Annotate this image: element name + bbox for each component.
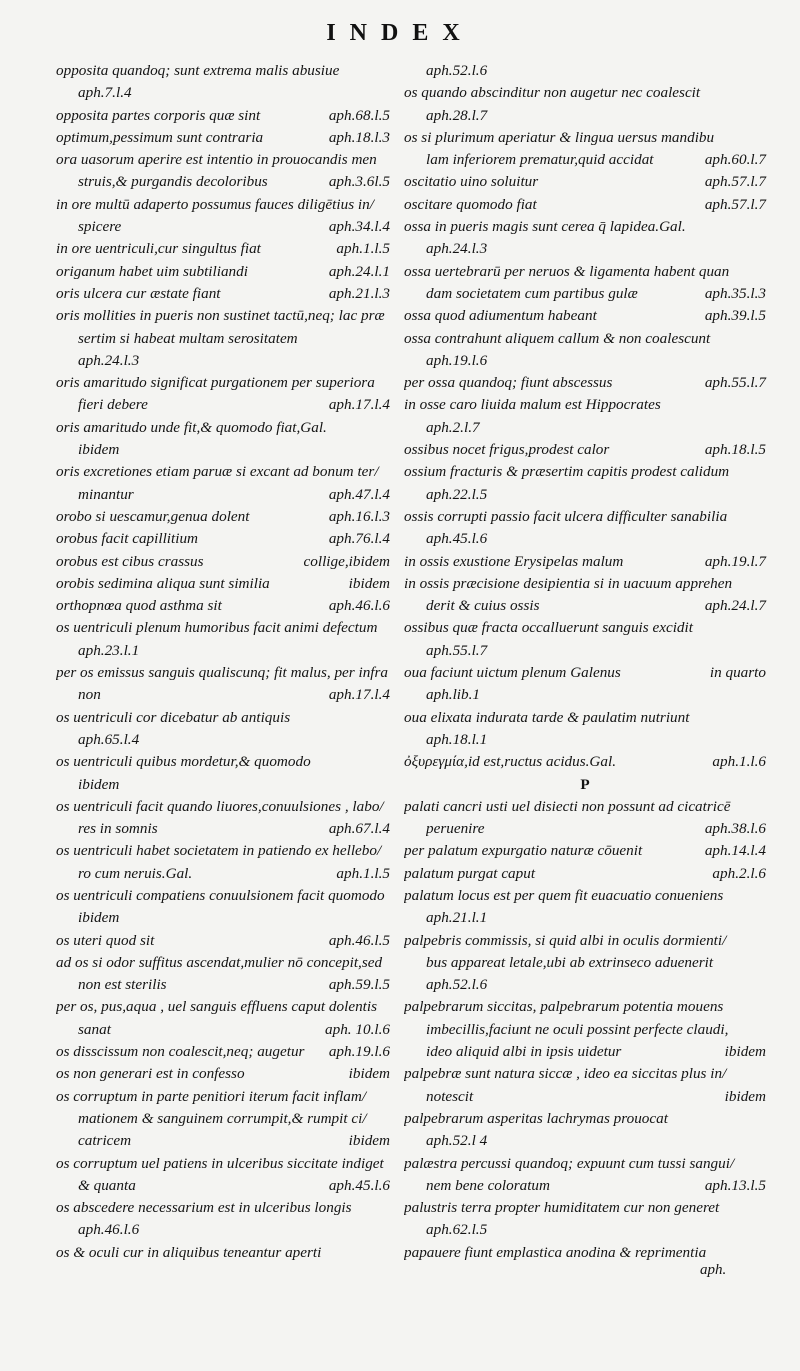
index-entry (404, 350, 766, 372)
index-entry (56, 1153, 390, 1175)
index-entry (56, 1041, 390, 1063)
entry-text: ora uasorum aperire est intentio in prouocandis men (56, 151, 377, 169)
index-entry (56, 1242, 390, 1264)
section-letter (404, 774, 766, 796)
entry-reference: ibidem (348, 1065, 390, 1083)
entry-text: derit & cuius ossis (426, 597, 540, 615)
page-header: INDEX (326, 20, 474, 46)
index-entry (56, 729, 390, 751)
entry-reference: aph.14.l.4 (704, 842, 766, 860)
entry-reference: aph.68.l.5 (328, 106, 390, 124)
entry-reference: aph.24.l.1 (328, 262, 390, 280)
index-entry (56, 305, 390, 327)
entry-text: palatum purgat caput (404, 864, 536, 882)
index-entry (56, 528, 390, 550)
index-entry (56, 60, 390, 82)
entry-text: oris excretiones etiam paruæ si excant ad bonum ter/ (56, 463, 379, 481)
entry-reference: aph.21.l.3 (328, 284, 390, 302)
entry-text: aph.24.l.3 (426, 240, 488, 258)
index-entry (56, 551, 390, 573)
index-entry (56, 662, 390, 684)
index-entry (56, 573, 390, 595)
entry-text: ossa uertebrarū per neruos & ligamenta habent quan (404, 262, 730, 280)
entry-reference: aph.47.l.4 (328, 485, 390, 503)
entry-text: palustris terra propter humiditatem cur non generet (404, 1199, 720, 1217)
entry-text: os & oculi cur in aliquibus teneantur aperti (56, 1243, 322, 1261)
entry-text: minantur (78, 485, 134, 503)
index-entry (404, 684, 766, 706)
entry-reference: aph.17.l.4 (328, 396, 390, 414)
entry-text: os corruptum uel patiens in ulceribus siccitate indiget (56, 1154, 384, 1172)
entry-text: orobis sedimina aliqua sunt similia (56, 574, 270, 592)
entry-text: palpebris commissis, si quid albi in oculis dormienti/ (404, 931, 727, 949)
index-entry (56, 996, 390, 1018)
entry-text: os uentriculi quibus mordetur,& quomodo (56, 753, 311, 771)
entry-reference: aph.46.l.6 (328, 597, 390, 615)
entry-text: os si plurimum aperiatur & lingua uersus mandibu (404, 128, 715, 146)
entry-reference: ibidem (348, 574, 390, 592)
left-column (56, 60, 390, 1264)
entry-text: origanum habet uim subtiliandi (56, 262, 248, 280)
index-entry (56, 595, 390, 617)
index-entry (56, 394, 390, 416)
index-entry (56, 461, 390, 483)
entry-text: aph.18.l.1 (426, 730, 488, 748)
entry-text: aph.52.l.6 (426, 62, 488, 79)
index-entry (404, 1063, 766, 1085)
entry-text: per os emissus sanguis qualiscunq; fit malus, per infra (56, 664, 389, 682)
entry-reference: aph.76.l.4 (328, 530, 390, 548)
index-entry (56, 707, 390, 729)
index-entry (56, 885, 390, 907)
index-entry (404, 484, 766, 506)
entry-text: in osse caro liuida malum est Hippocrates (404, 396, 661, 414)
index-entry (56, 751, 390, 773)
index-entry (56, 907, 390, 929)
entry-text: os uentriculi facit quando liuores,conuulsiones , labo/ (56, 797, 384, 815)
entry-text: ossis corrupti passio facit ulcera difficulter sanabilia (404, 507, 728, 525)
entry-text: oris amaritudo unde fit,& quomodo fiat,Gal. (56, 418, 327, 436)
entry-text: ideo aliquid albi in ipsis uidetur (426, 1043, 622, 1061)
entry-reference: aph.35.l.3 (704, 284, 766, 302)
entry-text: catricem (78, 1132, 132, 1150)
index-entry (404, 796, 766, 818)
entry-text: notescit (426, 1087, 474, 1105)
entry-text: ibidem (78, 441, 120, 459)
index-entry (404, 930, 766, 952)
index-entry (56, 171, 390, 193)
entry-reference: ibidem (724, 1043, 766, 1061)
index-entry (404, 974, 766, 996)
index-entry (404, 372, 766, 394)
entry-text: res in somnis (78, 820, 158, 838)
entry-reference: aph.1.l.5 (336, 240, 390, 258)
index-entry (404, 328, 766, 350)
entry-text: orobus est cibus crassus (56, 552, 204, 570)
index-entry (404, 305, 766, 327)
entry-text: palatum locus est per quem fit euacuatio conueniens (404, 886, 724, 904)
index-entry (56, 640, 390, 662)
entry-text: ossa in pueris magis sunt cerea q̄ lapidea.Gal. (404, 218, 686, 236)
index-entry (56, 105, 390, 127)
entry-text: os quando abscinditur non augetur nec coalescit (404, 84, 701, 102)
index-entry (404, 417, 766, 439)
index-entry (56, 1130, 390, 1152)
index-entry (56, 417, 390, 439)
entry-text: ossa quod adiumentum habeant (404, 307, 597, 325)
entry-text: in ore multū adaperto possumus fauces diligētius in/ (56, 195, 374, 213)
entry-text: os uentriculi cor dicebatur ab antiquis (56, 708, 291, 726)
entry-text: aph.45.l.6 (426, 530, 488, 548)
entry-text: in ossis præcisione desipientia si in uacuum apprehen (404, 574, 733, 592)
entry-text: P (580, 775, 590, 793)
index-entry (56, 216, 390, 238)
entry-reference: aph.24.l.7 (704, 597, 766, 615)
index-entry (404, 573, 766, 595)
entry-text: non (78, 686, 101, 704)
entry-text: os non generari est in confesso (56, 1065, 245, 1083)
index-entry (56, 1063, 390, 1085)
index-entry (404, 283, 766, 305)
entry-reference: ibidem (724, 1087, 766, 1105)
entry-text: per os, pus,aqua , uel sanguis effluens caput dolentis (56, 998, 378, 1016)
entry-text: ὀξυρεγμία,id est,ructus acidus.Gal. (404, 753, 617, 771)
entry-text: aph.19.l.6 (426, 351, 488, 369)
entry-text: ossibus quæ fracta occalluerunt sanguis excidit (404, 619, 693, 637)
index-entry (404, 640, 766, 662)
entry-text: aph.62.l.5 (426, 1221, 488, 1239)
index-entry (56, 1086, 390, 1108)
right-column (404, 60, 766, 1264)
index-entry (404, 1219, 766, 1241)
index-entry (404, 840, 766, 862)
index-entry (56, 484, 390, 506)
index-entry (404, 1086, 766, 1108)
entry-text: os uentriculi habet societatem in patiendo ex hellebo/ (56, 842, 382, 860)
entry-reference: aph.45.l.6 (328, 1176, 390, 1194)
entry-text: dam societatem cum partibus gulæ (426, 284, 638, 302)
entry-text: os abscedere necessarium est in ulceribus longis (56, 1199, 352, 1217)
entry-reference: aph.18.l.3 (328, 128, 390, 146)
entry-reference: in quarto (709, 664, 766, 682)
entry-reference: aph. 10.l.6 (325, 1020, 390, 1038)
index-entry (56, 818, 390, 840)
entry-text: oris amaritudo significat purgationem per superiora (56, 374, 375, 392)
index-entry (404, 105, 766, 127)
entry-text: os uteri quod sit (56, 931, 155, 949)
entry-text: ibidem (78, 909, 120, 927)
index-entry (56, 974, 390, 996)
index-entry (404, 818, 766, 840)
entry-reference: aph.59.l.5 (328, 976, 390, 994)
entry-text: aph.28.l.7 (426, 106, 488, 124)
entry-reference: aph.13.l.5 (704, 1176, 766, 1194)
entry-text: oris mollities in pueris non sustinet tactū,neq; lac præ (56, 307, 385, 325)
index-entry (404, 127, 766, 149)
entry-text: palati cancri usti uel disiecti non possunt ad cicatricē (404, 797, 731, 815)
index-entry (404, 439, 766, 461)
entry-text: aph.55.l.7 (426, 641, 488, 659)
entry-reference: aph.19.l.7 (704, 552, 766, 570)
entry-text: aph.2.l.7 (426, 418, 480, 436)
index-entry (56, 261, 390, 283)
entry-text: aph.24.l.3 (78, 351, 140, 369)
index-entry (56, 1197, 390, 1219)
entry-reference: aph.34.l.4 (328, 218, 390, 236)
entry-text: orthopnœa quod asthma sit (56, 597, 222, 615)
index-entry (56, 863, 390, 885)
entry-text: bus appareat letale,ubi ab extrinseco aduenerit (426, 953, 714, 971)
index-entry (404, 595, 766, 617)
entry-text: ossium fracturis & præsertim capitis prodest calidum (404, 463, 730, 481)
entry-reference: aph.46.l.5 (328, 931, 390, 949)
entry-text: orobus facit capillitium (56, 530, 199, 548)
entry-text: non est sterilis (78, 976, 167, 994)
index-entry (56, 774, 390, 796)
entry-text: lam inferiorem prematur,quid accidat (426, 151, 654, 169)
index-entry (56, 350, 390, 372)
entry-text: oua faciunt uictum plenum Galenus (404, 664, 621, 682)
index-entry (404, 171, 766, 193)
index-entry (56, 238, 390, 260)
index-entry (404, 394, 766, 416)
index-entry (404, 952, 766, 974)
entry-text: opposita quandoq; sunt extrema malis abusiue (56, 62, 340, 79)
entry-text: oua elixata indurata tarde & paulatim nutriunt (404, 708, 690, 726)
index-entry (404, 238, 766, 260)
entry-text: palæstra percussi quandoq; expuunt cum tussi sangui/ (404, 1154, 735, 1172)
index-entry (404, 1153, 766, 1175)
index-entry (56, 1019, 390, 1041)
entry-text: & quanta (78, 1176, 136, 1194)
index-entry (56, 127, 390, 149)
entry-reference: aph.1.l.6 (712, 753, 766, 771)
index-entry (404, 662, 766, 684)
index-entry (404, 461, 766, 483)
entry-text: os corruptum in parte penitiori iterum facit inflam/ (56, 1087, 367, 1105)
entry-text: struis,& purgandis decoloribus (78, 173, 268, 191)
index-entry (56, 194, 390, 216)
index-entry (56, 796, 390, 818)
index-entry (404, 751, 766, 773)
catchword: aph. (700, 1262, 727, 1278)
index-entry (56, 82, 390, 104)
entry-reference: aph.3.6l.5 (328, 173, 390, 191)
index-entry (404, 907, 766, 929)
entry-text: in ore uentriculi,cur singultus fiat (56, 240, 261, 258)
entry-reference: aph.38.l.6 (704, 820, 766, 838)
index-entry (404, 1197, 766, 1219)
index-entry (404, 1130, 766, 1152)
entry-text: os disscissum non coalescit,neq; augetur (56, 1043, 305, 1061)
entry-text: optimum,pessimum sunt contraria (56, 128, 264, 146)
index-entry (404, 1041, 766, 1063)
entry-text: os uentriculi plenum humoribus facit animi defectum (56, 619, 378, 637)
entry-text: nem bene coloratum (426, 1176, 550, 1194)
index-entry (404, 216, 766, 238)
entry-text: ibidem (78, 775, 120, 793)
entry-reference: aph.1.l.5 (336, 864, 390, 882)
index-entry (404, 1242, 766, 1264)
entry-text: spicere (78, 218, 122, 236)
index-entry (404, 996, 766, 1018)
entry-text: ossibus nocet frigus,prodest calor (404, 441, 610, 459)
entry-reference: collige,ibidem (303, 552, 390, 570)
entry-text: ossa contrahunt aliquem callum & non coalescunt (404, 329, 711, 347)
entry-text: aph.23.l.1 (78, 641, 140, 659)
entry-reference: aph.57.l.7 (704, 173, 766, 191)
index-entry (404, 863, 766, 885)
entry-text: oscitare quomodo fiat (404, 195, 537, 213)
entry-text: oscitatio uino soluitur (404, 173, 539, 191)
index-entry (404, 1108, 766, 1130)
index-entry (56, 1219, 390, 1241)
entry-text: per ossa quandoq; fiunt abscessus (404, 374, 613, 392)
entry-text: mationem & sanguinem corrumpit,& rumpit ci/ (78, 1109, 367, 1127)
entry-reference: aph.18.l.5 (704, 441, 766, 459)
entry-text: fieri debere (78, 396, 148, 414)
index-entry (404, 617, 766, 639)
entry-text: aph.lib.1 (426, 686, 481, 704)
index-entry (404, 1175, 766, 1197)
entry-text: aph.46.l.6 (78, 1221, 140, 1239)
index-entry (56, 372, 390, 394)
entry-text: papauere fiunt emplastica anodina & reprimentia (404, 1243, 707, 1261)
index-entry (56, 283, 390, 305)
index-entry (56, 439, 390, 461)
entry-text: palpebrarum siccitas, palpebrarum potentia mouens (404, 998, 724, 1016)
entry-reference: ibidem (348, 1132, 390, 1150)
index-entry (404, 528, 766, 550)
entry-reference: aph.57.l.7 (704, 195, 766, 213)
entry-text: palpebræ sunt natura siccæ , ideo ea siccitas plus in/ (404, 1065, 727, 1083)
entry-text: ad os si odor suffitus ascendat,mulier nō concepit,sed (56, 953, 383, 971)
index-entry (404, 885, 766, 907)
index-entry (56, 506, 390, 528)
entry-reference: aph.39.l.5 (704, 307, 766, 325)
entry-text: aph.52.l.6 (426, 976, 488, 994)
index-entry (56, 930, 390, 952)
index-entry (404, 82, 766, 104)
entry-text: os uentriculi compatiens conuulsionem facit quomodo (56, 886, 385, 904)
entry-text: imbecillis,faciunt ne oculi possint perfecte claudi, (426, 1020, 729, 1038)
index-entry (56, 617, 390, 639)
entry-text: aph.65.l.4 (78, 730, 140, 748)
index-entry (56, 684, 390, 706)
entry-text: aph.22.l.5 (426, 485, 488, 503)
entry-text: aph.21.l.1 (426, 909, 488, 927)
entry-text: ro cum neruis.Gal. (78, 864, 193, 882)
entry-text: sertim si habeat multam serositatem (78, 329, 298, 347)
entry-text: peruenire (426, 820, 485, 838)
entry-text: per palatum expurgatio naturæ cōuenit (404, 842, 643, 860)
entry-reference: aph.2.l.6 (712, 864, 766, 882)
index-entry (56, 952, 390, 974)
index-entry (404, 551, 766, 573)
index-entry (56, 1108, 390, 1130)
entry-reference: aph.16.l.3 (328, 507, 390, 525)
index-entry (56, 840, 390, 862)
entry-reference: aph.67.l.4 (328, 820, 390, 838)
entry-text: sanat (78, 1020, 111, 1038)
index-entry (404, 707, 766, 729)
entry-text: in ossis exustione Erysipelas malum (404, 552, 624, 570)
entry-text: palpebrarum asperitas lachrymas prouocat (404, 1109, 668, 1127)
index-entry (56, 149, 390, 171)
entry-reference: aph.60.l.7 (704, 151, 766, 169)
entry-reference: aph.19.l.6 (328, 1043, 390, 1061)
index-entry (56, 328, 390, 350)
entry-text: orobo si uescamur,genua dolent (56, 507, 250, 525)
entry-reference: aph.55.l.7 (704, 374, 766, 392)
entry-text: oris ulcera cur æstate fiant (56, 284, 221, 302)
index-entry (404, 149, 766, 171)
index-entry (404, 60, 766, 82)
index-entry (56, 1175, 390, 1197)
index-entry (404, 729, 766, 751)
entry-reference: aph.17.l.4 (328, 686, 390, 704)
index-entry (404, 194, 766, 216)
index-entry (404, 506, 766, 528)
index-entry (404, 1019, 766, 1041)
entry-text: aph.52.l 4 (426, 1132, 488, 1150)
index-entry (404, 261, 766, 283)
entry-text: aph.7.l.4 (78, 84, 132, 102)
entry-text: opposita partes corporis quæ sint (56, 106, 261, 124)
